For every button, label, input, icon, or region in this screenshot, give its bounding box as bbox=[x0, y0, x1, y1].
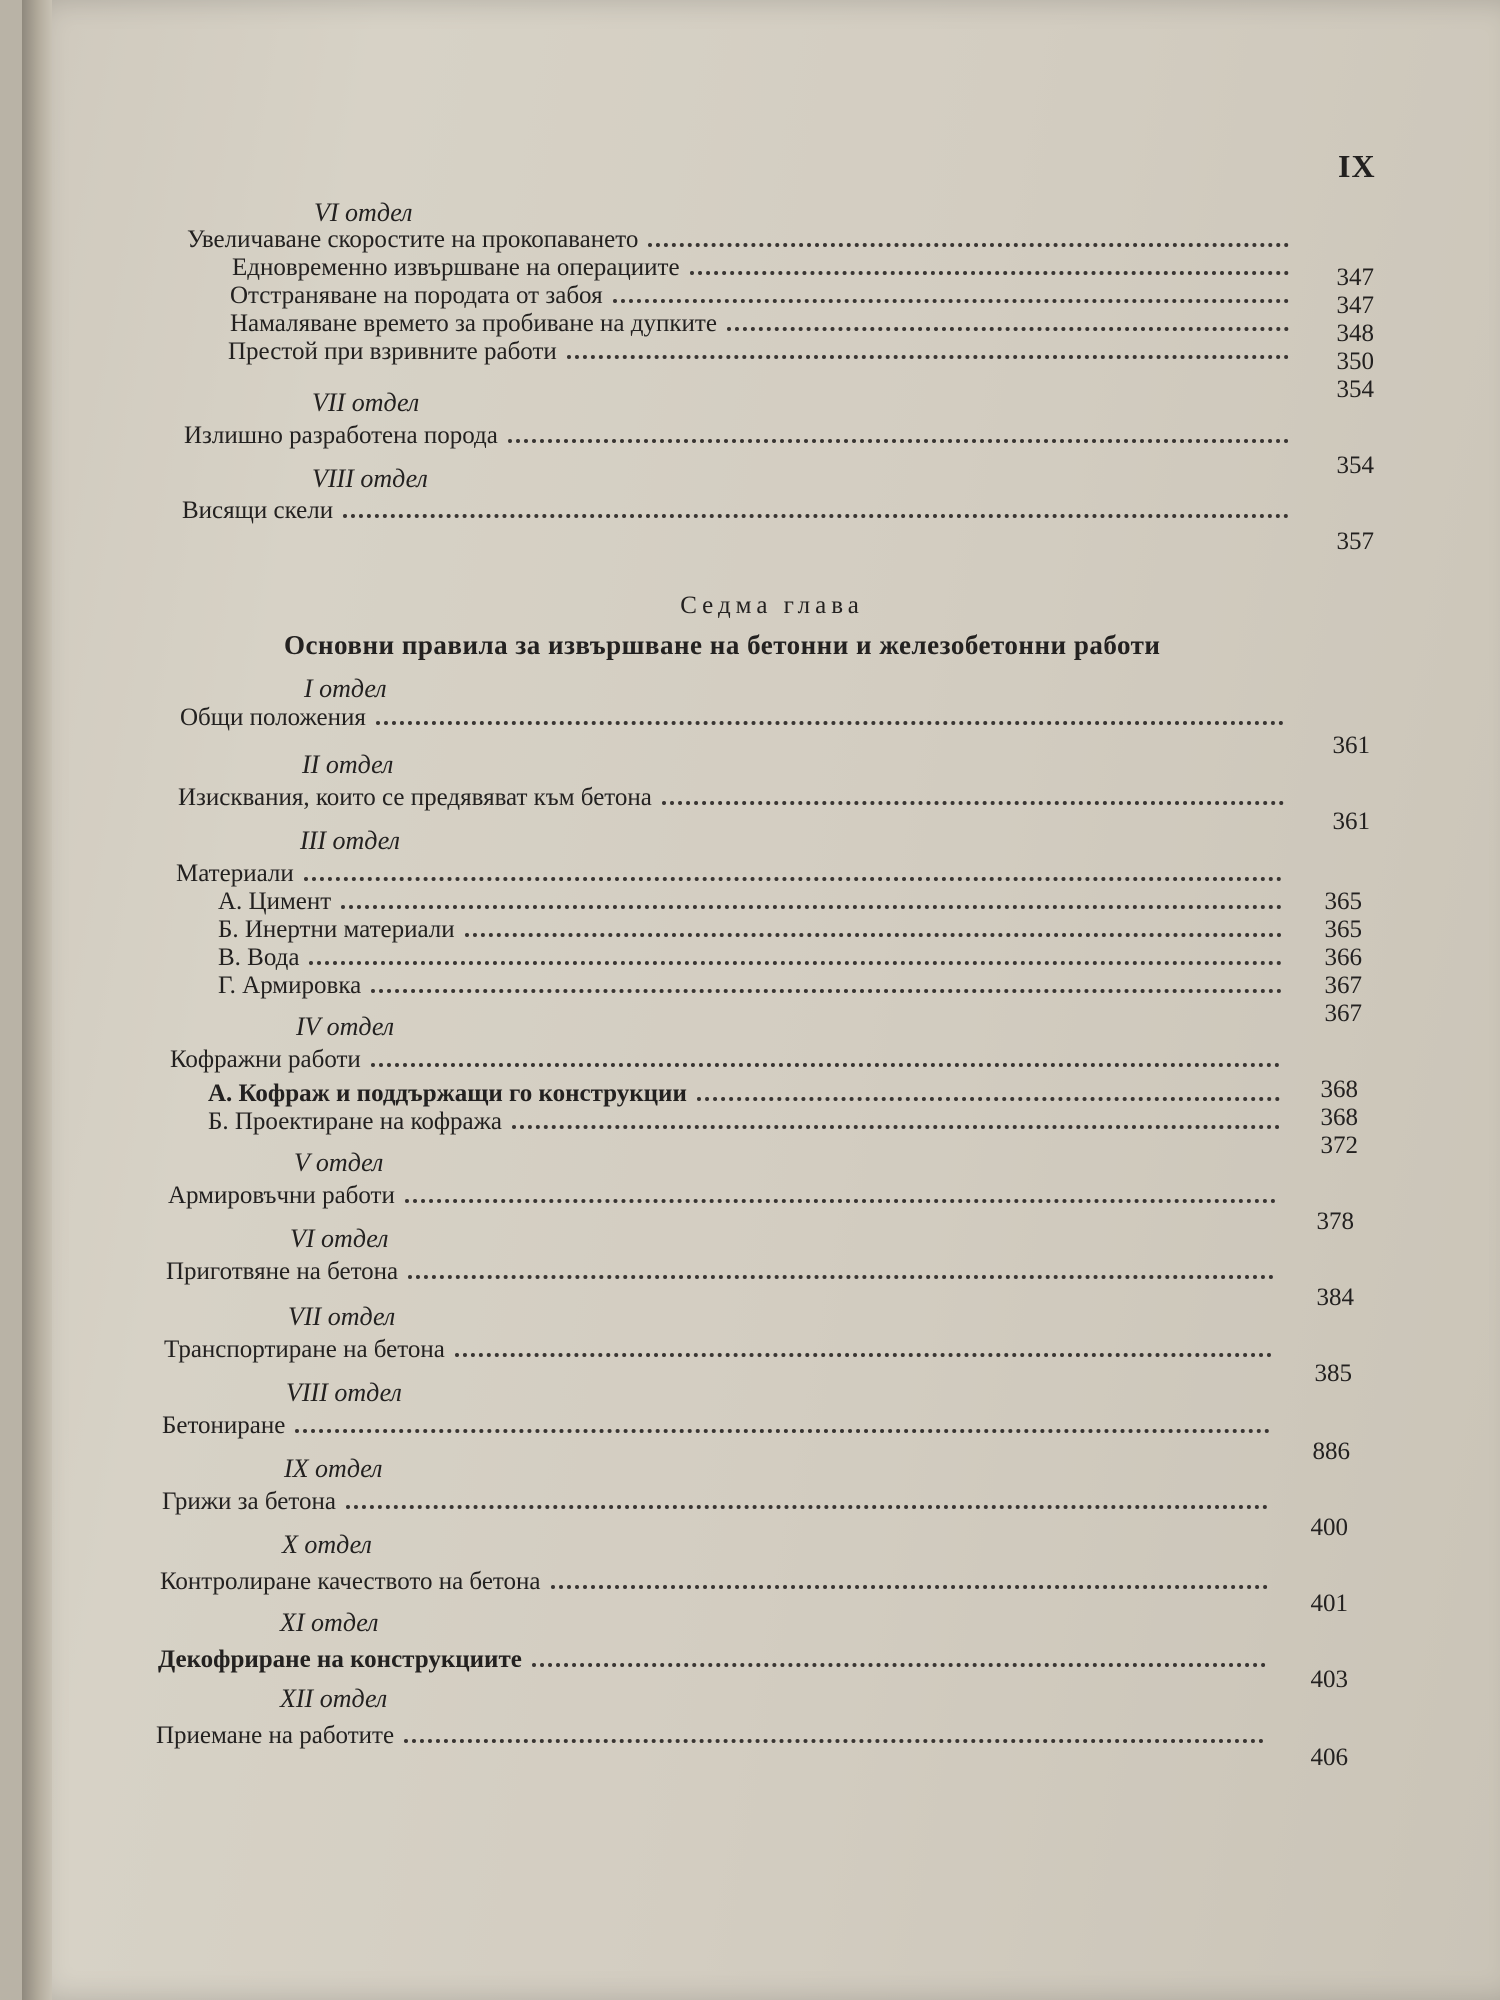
section-heading: I отдел bbox=[304, 674, 387, 703]
entry-title: Увеличаване скоростите на прокопаването bbox=[187, 226, 639, 253]
entry-title: Б. Инертни материали bbox=[218, 916, 455, 943]
entry-title: Приемане на работите bbox=[156, 1722, 395, 1749]
toc-entry bbox=[182, 497, 1297, 531]
page-number: IX bbox=[1338, 148, 1376, 184]
page-ref: 378 bbox=[1316, 1208, 1354, 1235]
entry-title: Изисквания, които се предявяват към бетона bbox=[178, 784, 652, 811]
entry-title: Престой при взривните работи bbox=[228, 338, 557, 365]
dot-leader bbox=[408, 1275, 1274, 1279]
page-ref: 366 bbox=[1324, 944, 1362, 971]
dot-leader bbox=[648, 243, 1289, 247]
section-heading: VI отдел bbox=[290, 1224, 389, 1253]
section-heading: IX отдел bbox=[284, 1454, 383, 1483]
entry-title: В. Вода bbox=[218, 944, 300, 971]
dot-leader bbox=[697, 1097, 1280, 1101]
page-ref: 401 bbox=[1310, 1590, 1348, 1617]
page-ref: 384 bbox=[1316, 1284, 1354, 1311]
toc-entry bbox=[162, 1412, 1278, 1446]
toc-entry bbox=[166, 1258, 1282, 1292]
page-ref: 385 bbox=[1314, 1360, 1352, 1387]
entry-title: Б. Проектиране на кофража bbox=[208, 1108, 503, 1135]
section-heading: XII отдел bbox=[280, 1684, 388, 1713]
entry-title: Армировъчни работи bbox=[168, 1182, 395, 1209]
page-ref: 354 bbox=[1336, 376, 1374, 403]
dot-leader bbox=[662, 801, 1284, 805]
dot-leader bbox=[405, 1199, 1276, 1203]
page-ref: 347 bbox=[1336, 264, 1374, 291]
toc-entry bbox=[158, 1646, 1274, 1680]
entry-title: Транспортиране на бетона bbox=[164, 1336, 445, 1363]
page-ref: 368 bbox=[1320, 1104, 1358, 1131]
entry-title: Декофриране на конструкциите bbox=[158, 1646, 522, 1673]
entry-title: Г. Армировка bbox=[218, 972, 362, 999]
chapter-title: Основни правила за извършване на бетонни и железобетонни работи bbox=[284, 630, 1161, 660]
entry-title: Отстраняване на породата от забоя bbox=[230, 282, 603, 309]
entry-title: Контролиране качеството на бетона bbox=[160, 1568, 541, 1595]
page-ref: 361 bbox=[1332, 732, 1370, 759]
toc-entry bbox=[208, 1108, 1288, 1142]
dot-leader bbox=[346, 1505, 1268, 1509]
dot-leader bbox=[376, 721, 1284, 725]
dot-leader bbox=[567, 355, 1289, 359]
section-heading: VIII отдел bbox=[312, 464, 428, 493]
dot-leader bbox=[371, 989, 1282, 993]
entry-title: Кофражни работи bbox=[170, 1046, 361, 1073]
entry-title: Бетониране bbox=[162, 1412, 286, 1439]
toc-entry bbox=[218, 972, 1290, 1006]
toc-entry bbox=[178, 784, 1292, 818]
page-ref: 406 bbox=[1310, 1744, 1348, 1771]
section-heading: VII отдел bbox=[312, 388, 420, 417]
dot-leader bbox=[309, 961, 1282, 965]
dot-leader bbox=[613, 299, 1289, 303]
toc-entry bbox=[168, 1182, 1284, 1216]
dot-leader bbox=[465, 933, 1282, 937]
dot-leader bbox=[508, 439, 1289, 443]
section-heading: VIII отдел bbox=[286, 1378, 402, 1407]
toc-entry bbox=[164, 1336, 1280, 1370]
entry-title: Намаляване времето за пробиване на дупките bbox=[230, 310, 717, 337]
toc-entry bbox=[180, 704, 1292, 738]
entry-title: Приготвяне на бетона bbox=[166, 1258, 399, 1285]
section-heading: II отдел bbox=[302, 750, 394, 779]
page-ref: 348 bbox=[1336, 320, 1374, 347]
page-ref: 354 bbox=[1336, 452, 1374, 479]
page-ref: 347 bbox=[1336, 292, 1374, 319]
dot-leader bbox=[295, 1429, 1270, 1433]
section-heading: X отдел bbox=[282, 1530, 372, 1559]
page-ref: 372 bbox=[1320, 1132, 1358, 1159]
dot-leader bbox=[371, 1063, 1280, 1067]
toc-entry bbox=[228, 338, 1297, 372]
page-ref: 367 bbox=[1324, 1000, 1362, 1027]
dot-leader bbox=[532, 1663, 1266, 1667]
dot-leader bbox=[551, 1585, 1269, 1589]
dot-leader bbox=[404, 1739, 1264, 1743]
page-ref: 367 bbox=[1324, 972, 1362, 999]
chapter-label: Седма глава bbox=[680, 592, 864, 619]
dot-leader bbox=[343, 514, 1289, 518]
section-heading: VI отдел bbox=[314, 198, 413, 227]
toc-entry bbox=[156, 1722, 1272, 1756]
section-heading: VII отдел bbox=[288, 1302, 396, 1331]
page-ref: 365 bbox=[1324, 916, 1362, 943]
book-gutter bbox=[22, 0, 52, 2000]
entry-title: Излишно разработена порода bbox=[184, 422, 498, 449]
toc-entry bbox=[170, 1046, 1288, 1080]
page-ref: 400 bbox=[1310, 1514, 1348, 1541]
page-ref: 368 bbox=[1320, 1076, 1358, 1103]
page-ref: 357 bbox=[1336, 528, 1374, 555]
page-ref: 350 bbox=[1336, 348, 1374, 375]
section-heading: III отдел bbox=[300, 826, 400, 855]
dot-leader bbox=[690, 271, 1289, 275]
book-page bbox=[22, 0, 1500, 2000]
entry-title: А. Цимент bbox=[218, 888, 332, 915]
entry-title: Грижи за бетона bbox=[162, 1488, 336, 1515]
toc-entry bbox=[162, 1488, 1276, 1522]
dot-leader bbox=[512, 1125, 1280, 1129]
entry-title: Материали bbox=[176, 860, 294, 887]
toc-entry bbox=[160, 1568, 1276, 1602]
section-heading: IV отдел bbox=[296, 1012, 395, 1041]
entry-title: А. Кофраж и поддържащи го конструкции bbox=[208, 1080, 687, 1107]
page-ref: 361 bbox=[1332, 808, 1370, 835]
dot-leader bbox=[341, 905, 1282, 909]
dot-leader bbox=[455, 1353, 1272, 1357]
entry-title: Едновременно извършване на операциите bbox=[232, 254, 680, 281]
entry-title: Висящи скели bbox=[182, 497, 334, 524]
page-ref: 365 bbox=[1324, 888, 1362, 915]
dot-leader bbox=[727, 327, 1289, 331]
section-heading: V отдел bbox=[294, 1148, 384, 1177]
toc-entry bbox=[184, 422, 1297, 456]
page-ref: 886 bbox=[1312, 1438, 1350, 1465]
section-heading: XI отдел bbox=[280, 1608, 379, 1637]
dot-leader bbox=[304, 877, 1282, 881]
page-ref: 403 bbox=[1310, 1666, 1348, 1693]
entry-title: Общи положения bbox=[180, 704, 366, 731]
